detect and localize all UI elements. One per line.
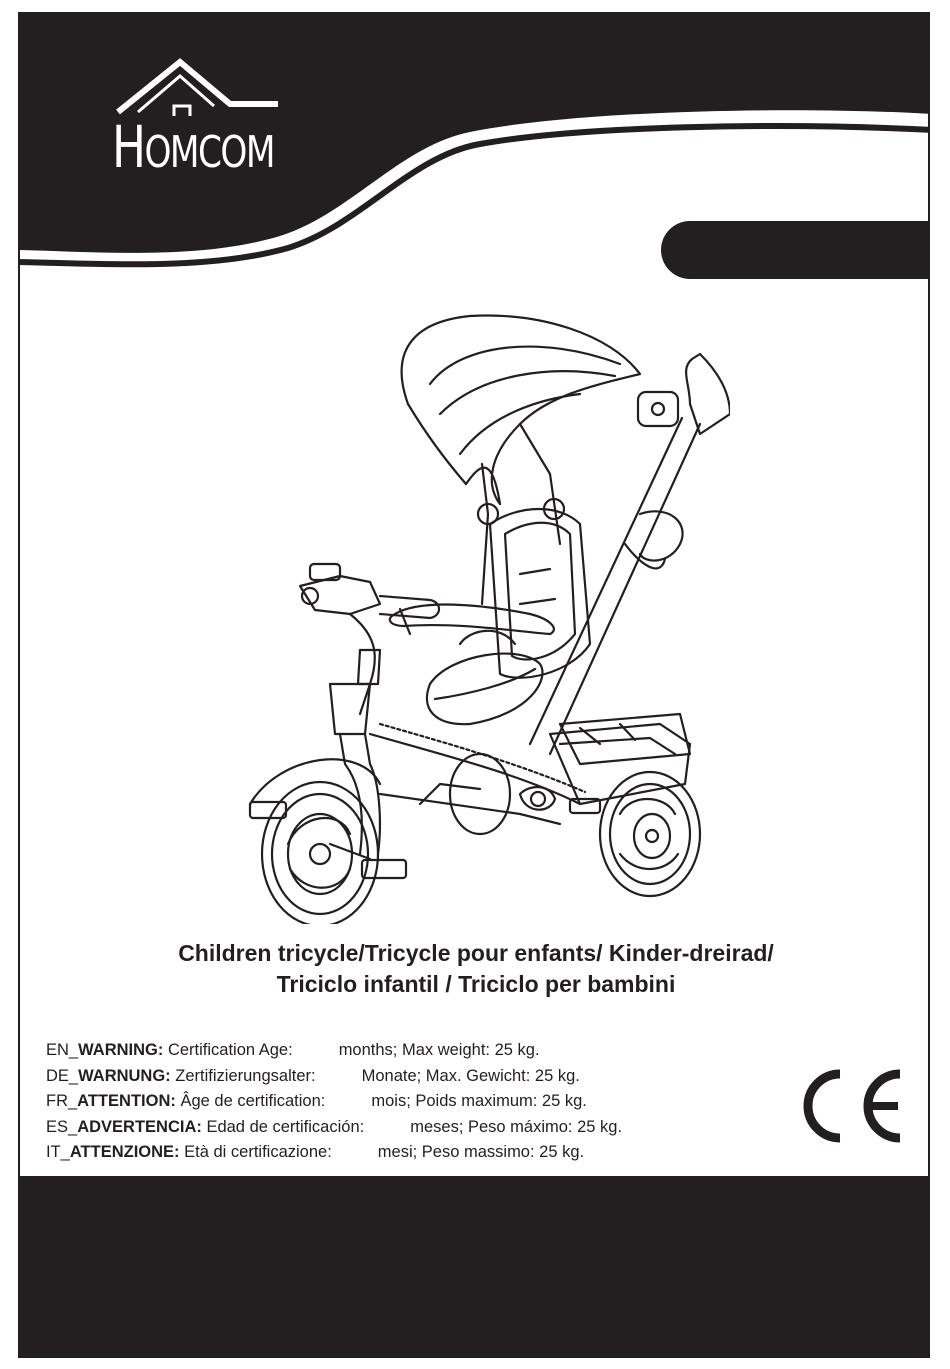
warning-weight-text: mois; Poids maximum: 25 kg. [371,1092,587,1110]
warning-age-text: Età di certificazione: [184,1143,332,1161]
warning-line-de [46,1064,622,1090]
lang-code: IT_ [46,1143,70,1161]
warning-weight-text: Monate; Max. Gewicht: 25 kg. [361,1066,580,1085]
lang-code: ES_ [46,1117,78,1136]
footer-band [20,1176,930,1358]
warning-line-it [46,1140,622,1166]
title-line-2: Triciclo infantil / Triciclo per bambini [276,971,676,997]
warning-line-en [46,1038,622,1064]
ce-mark-icon [788,1066,908,1146]
warning-weight-text: meses; Peso máximo: 25 kg. [410,1117,623,1136]
warning-weight-text: months; Max weight: 25 kg. [338,1041,540,1059]
warning-label: ATTENZIONE: [69,1143,180,1161]
tricycle-illustration [220,314,730,924]
warning-line-fr [46,1089,622,1115]
warning-age-text: Âge de certification: [180,1092,326,1110]
warning-weight-text: mesi; Peso massimo: 25 kg. [377,1143,585,1161]
lang-code: FR_ [46,1092,78,1110]
warning-label: ADVERTENCIA: [77,1117,202,1136]
title-line-1: Children tricycle/Tricycle pour enfants/ Kinder-dreirad/ [178,940,774,966]
warning-age-text: Certification Age: [167,1041,293,1059]
brand-logo [112,113,274,181]
warning-label: ATTENTION: [77,1092,176,1110]
warning-label: WARNING: [78,1041,164,1059]
warning-line-es [46,1115,622,1141]
warning-list [46,1038,622,1166]
lang-code: DE_ [46,1066,79,1085]
product-title [20,938,930,1000]
lang-code: EN_ [46,1041,79,1059]
logo-initial: H [112,113,145,181]
warning-label: WARNUNG: [78,1066,171,1085]
warning-age-text: Edad de certificación: [206,1117,365,1136]
logo-rest: OMCOM [144,127,274,178]
model-badge [661,221,930,279]
cover-frame [18,12,930,1358]
warning-age-text: Zertifizierungsalter: [175,1066,316,1085]
